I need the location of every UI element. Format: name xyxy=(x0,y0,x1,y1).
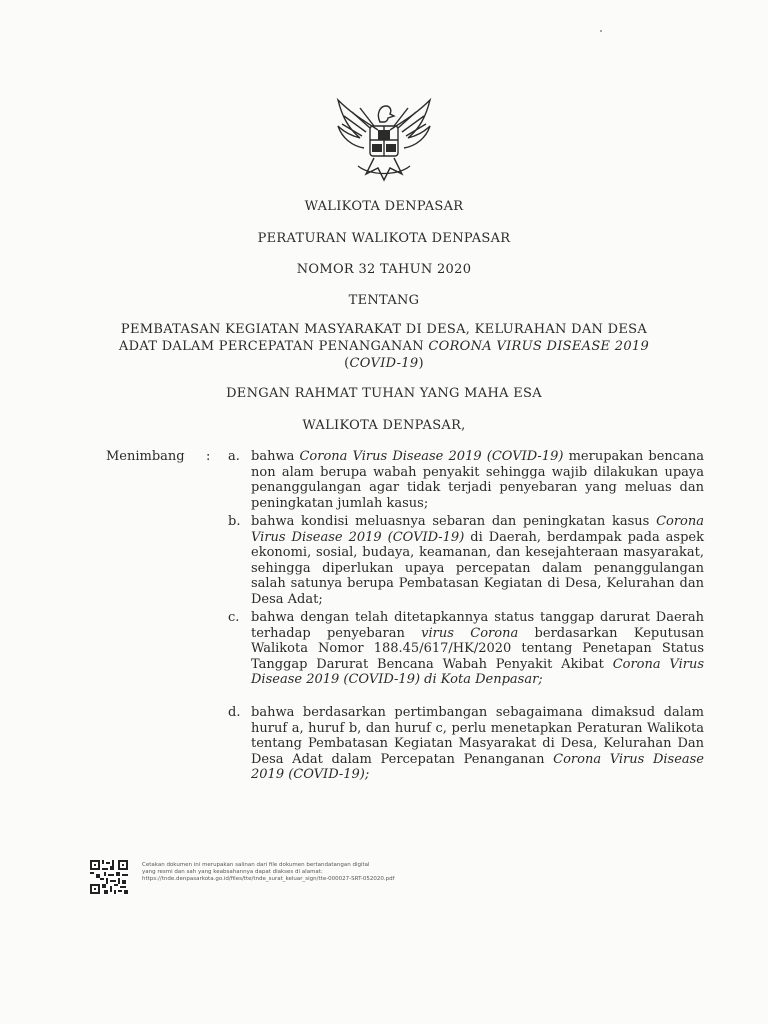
title-line-1: PEMBATASAN KEGIATAN MASYARAKAT DI DESA, KELURAHAN DAN DESA xyxy=(120,322,648,337)
authority-heading: WALIKOTA DENPASAR xyxy=(304,199,464,214)
item-text xyxy=(251,610,704,688)
title-line-2-italic: CORONA VIRUS DISEASE 2019 xyxy=(428,339,650,354)
regulation-number: NOMOR 32 TAHUN 2020 xyxy=(296,262,472,277)
item-text-italic: Corona Virus Disease 2019 (COVID-19) xyxy=(299,449,564,464)
title-paren-close: ) xyxy=(418,356,424,371)
item-letter: b. xyxy=(228,514,241,529)
item-letter: c. xyxy=(228,610,240,625)
footer-line-2: yang resmi dan sah yang keabsahannya dapat diakses di alamat: xyxy=(142,869,323,875)
considering-item-d xyxy=(228,705,704,783)
item-text-italic: Corona Virus Disease 2019 (COVID-19); xyxy=(251,751,705,783)
regulation-heading: PERATURAN WALIKOTA DENPASAR xyxy=(257,231,511,246)
item-text-part: bahwa dengan telah ditetapkannya status tanggap darurat Daerah terhadap penyebaran xyxy=(251,610,704,641)
item-text-part: berdasarkan Keputusan Walikota Nomor 188.45/617/HK/2020 tentang Penetapan Status Tanggap Darurat Bencana Wabah Penyakit Akibat xyxy=(251,625,704,672)
scan-speck xyxy=(600,30,602,32)
item-text-part: bahwa xyxy=(251,449,300,464)
considering-item-c xyxy=(228,610,704,688)
item-text xyxy=(251,449,704,511)
about-heading: TENTANG xyxy=(348,293,420,308)
item-text-part: di Daerah, berdampak pada aspek ekonomi, sosial, budaya, keamanan, dan kesejahteraan masyarakat, sehingga diperlukan upaya percepatan dalam penanggulangan salah satunya berupa Pembatasan Kegiatan di Desa, Kelurahan dan Desa Adat; xyxy=(251,529,704,607)
footer-line-1: Cetakan dokumen ini merupakan salinan dari file dokumen bertandatangan digital xyxy=(142,862,370,868)
item-text-part: merupakan bencana non alam berupa wabah penyakit sehingga wajib dilakukan upaya penanggulangan agar tidak terjadi penyebaran yang meluas dan peningkatan jumlah kasus; xyxy=(251,449,704,511)
considering-item-b xyxy=(228,514,704,608)
item-text-italic: virus Corona xyxy=(421,625,519,641)
footer-link[interactable]: https://tnde.denpasarkota.go.id/files/tte/tnde_surat_keluar_sign/tte-000027-SRT-052020.pdf xyxy=(142,876,395,882)
title-line-2 xyxy=(100,338,668,355)
item-text xyxy=(251,514,704,608)
title-paren-open: ( xyxy=(344,356,350,371)
regulation-title xyxy=(100,321,668,372)
blessing-heading: DENGAN RAHMAT TUHAN YANG MAHA ESA xyxy=(226,386,542,401)
item-text-italic: Corona Virus Disease 2019 (COVID-19) xyxy=(251,514,704,545)
footer-note xyxy=(142,862,502,883)
title-line-2-text: ADAT DALAM PERCEPATAN PENANGANAN xyxy=(118,339,424,354)
considering-colon: : xyxy=(206,449,211,464)
garuda-emblem-icon xyxy=(330,92,438,188)
qr-code-icon[interactable] xyxy=(90,860,128,894)
considering-label: Menimbang xyxy=(106,449,185,464)
item-text-part: bahwa berdasarkan pertimbangan sebagaimana dimaksud dalam huruf a, huruf b, dan huruf c, perlu menetapkan Peraturan Walikota tentang Pembatasan Kegiatan Masyarakat di Desa, Kelurahan Dan Desa Adat dalam Percepatan Penanganan xyxy=(251,705,704,767)
digital-signature-footer xyxy=(90,860,510,900)
item-text xyxy=(251,705,704,783)
title-line-3-italic: COVID-19 xyxy=(349,356,419,371)
item-text-part: bahwa kondisi meluasnya sebaran dan peningkatan kasus xyxy=(251,514,657,529)
item-letter: d. xyxy=(228,705,241,720)
item-letter: a. xyxy=(228,449,240,464)
title-line-3 xyxy=(100,355,668,372)
considering-item-a xyxy=(228,449,704,511)
item-text-italic: Corona Virus Disease 2019 (COVID-19) di Kota Denpasar; xyxy=(251,656,704,688)
mayor-heading: WALIKOTA DENPASAR, xyxy=(302,418,466,433)
